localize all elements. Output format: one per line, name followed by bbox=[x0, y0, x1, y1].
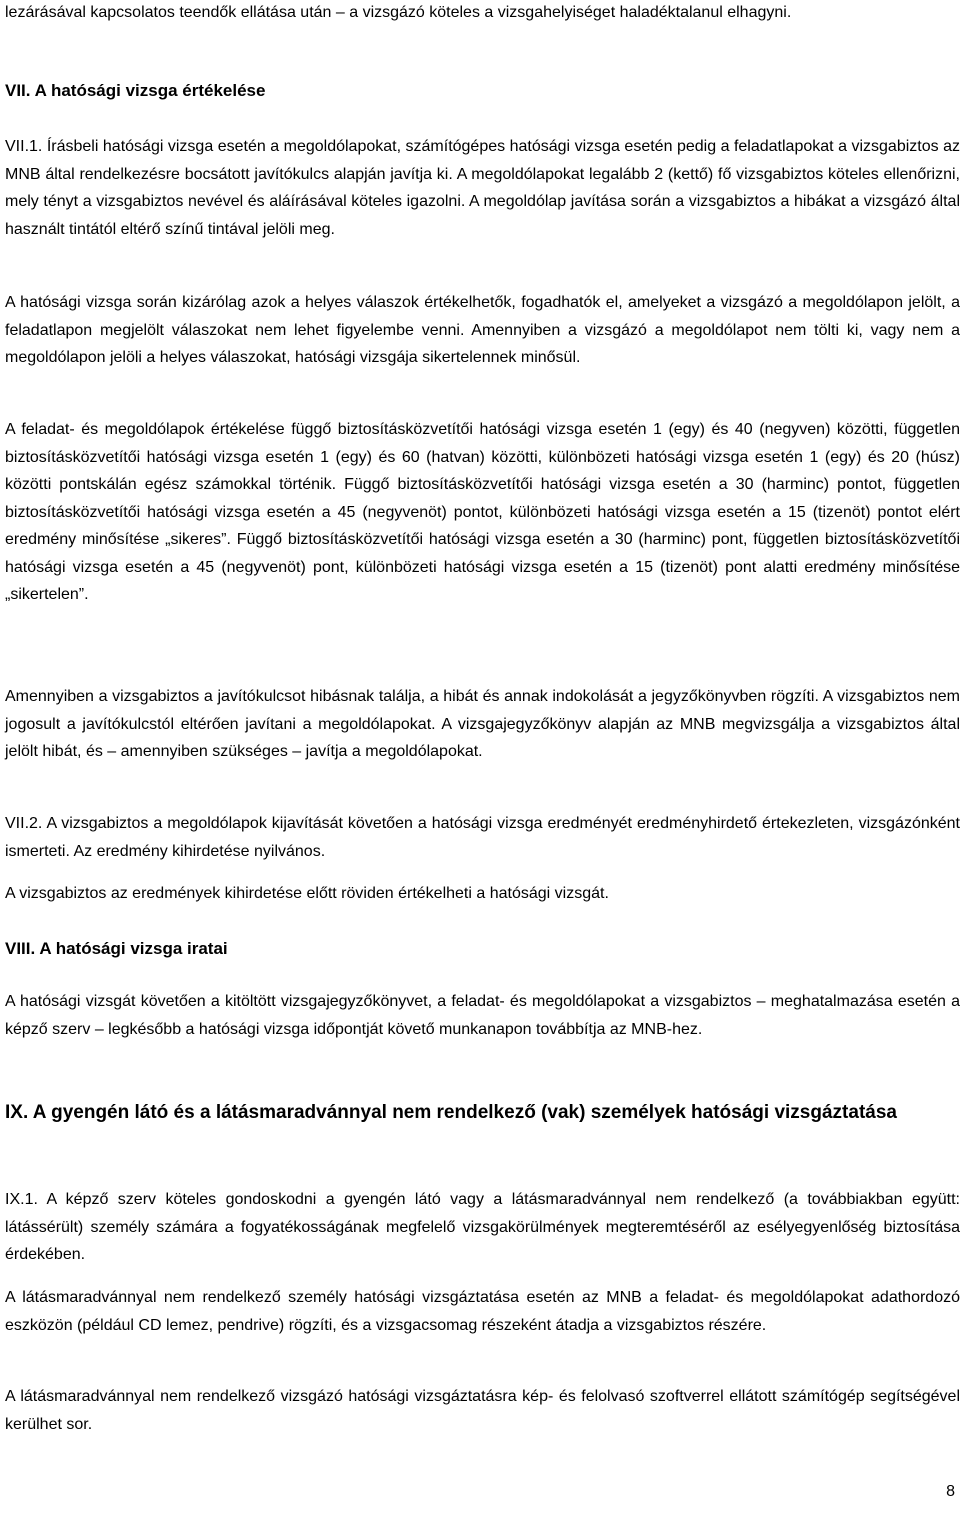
paragraph-data-carrier: A látásmaradvánnyal nem rendelkező személy hatósági vizsgáztatása esetén az MNB a feladat- és megoldólapokat adathordozó eszközön (például CD lemez, pendrive) rögzíti, és a vizsgacsomag részeként átadja a vizsgabiztos részére. bbox=[5, 1289, 960, 1334]
paragraph-documents: A hatósági vizsgát követően a kitöltött vizsgajegyzőkönyvet, a feladat- és megoldólapokat a vizsgabiztos – meghatalmazása esetén a képző szerv – legkésőbb a hatósági vizsga időpontját követő munkanapon továbbítja az MNB-hez. bbox=[5, 993, 960, 1038]
paragraph-vii-2: VII.2. A vizsgabiztos a megoldólapok kijavítását követően a hatósági vizsga eredményét eredményhirdető értekezleten, vizsgázónként ismerteti. Az eredmény kihirdetése nyilvános. bbox=[5, 815, 960, 860]
paragraph-scoring: A feladat- és megoldólapok értékelése függő biztosításközvetítői hatósági vizsga esetén 1 (egy) és 40 (negyven) közötti, független biztosításközvetítői hatósági vizsga esetén 1 (egy) és 60 (hatvan) közötti, különbözeti hatósági vizsga esetén 1 (egy) és 20 (húsz) közötti pontskálán egész számokkal történik. Függő biztosításközvetítői hatósági vizsga esetén a 30 (harminc) pontot, független biztosításközvetítői hatósági vizsga esetén a 45 (negyvenöt) pontot, különbözeti hatósági vizsga esetén a 15 (tizenöt) pontot elért eredmény minősítése „sikeres”. Függő biztosításközvetítői hatósági vizsga esetén a 30 (harminc) pont, független biztosításközvetítői hatósági vizsga esetén a 45 (negyvenöt) pont, különbözeti hatósági vizsga esetén a 15 (tizenöt) pont alatti eredmény minősítése „sikertelen”. bbox=[5, 421, 960, 603]
page-number: 8 bbox=[946, 1483, 955, 1500]
paragraph-screen-reader: A látásmaradvánnyal nem rendelkező vizsgázó hatósági vizsgáztatásra kép- és felolvasó szoftverrel ellátott számítógép segítségével kerülhet sor. bbox=[5, 1388, 960, 1433]
paragraph-continuation: lezárásával kapcsolatos teendők ellátása után – a vizsgázó köteles a vizsgahelyiséget haladéktalanul elhagyni. bbox=[5, 4, 792, 21]
paragraph-answer-key-errors: Amennyiben a vizsgabiztos a javítókulcsot hibásnak találja, a hibát és annak indokolását a jegyzőkönyvben rögzíti. A vizsgabiztos nem jogosult a javítókulcstól eltérően javítani a megoldólapokat. A vizsgajegyzőkönyv alapján az MNB megvizsgálja a vizsgabiztos által jelölt hibát, és – amennyiben szükséges – javítja a megoldólapokat. bbox=[5, 688, 960, 760]
document-page bbox=[5, 0, 960, 1515]
section-heading-vii: VII. A hatósági vizsga értékelése bbox=[5, 81, 266, 100]
section-heading-ix: IX. A gyengén látó és a látásmaradvánnyal nem rendelkező (vak) személyek hatósági vizsgáztatása bbox=[5, 1102, 897, 1123]
paragraph-valid-answers: A hatósági vizsga során kizárólag azok a helyes válaszok értékelhetők, fogadhatók el, amelyeket a vizsgázó a megoldólapon jelölt, a feladatlapon megjelölt válaszokat nem lehet figyelembe venni. Amennyiben a vizsgázó a megoldólapot nem tölti ki, vagy nem a megoldólapon jelöli a helyes válaszokat, hatósági vizsgája sikertelennek minősül. bbox=[5, 294, 960, 366]
section-heading-viii: VIII. A hatósági vizsga iratai bbox=[5, 939, 228, 958]
paragraph-evaluation: A vizsgabiztos az eredmények kihirdetése előtt röviden értékelheti a hatósági vizsgát. bbox=[5, 885, 609, 902]
paragraph-vii-1: VII.1. Írásbeli hatósági vizsga esetén a megoldólapokat, számítógépes hatósági vizsga esetén pedig a feladatlapokat a vizsgabiztos az MNB által rendelkezésre bocsátott javítókulcs alapján javítja ki. A megoldólapokat legalább 2 (kettő) fő vizsgabiztos köteles ellenőrizni, mely tényt a vizsgabiztos nevével és aláírásával köteles igazolni. A megoldólap javítása során a vizsgabiztos a hibákat a vizsgázó által használt tintától eltérő színű tintával jelöli meg. bbox=[5, 138, 960, 238]
paragraph-ix-1: IX.1. A képző szerv köteles gondoskodni a gyengén látó vagy a látásmaradvánnyal nem rendelkező (a továbbiakban együtt: látássérült) személy számára a fogyatékosságának megfelelő vizsgakörülmények megteremtéséről az esélyegyenlőség biztosítása érdekében. bbox=[5, 1191, 960, 1263]
